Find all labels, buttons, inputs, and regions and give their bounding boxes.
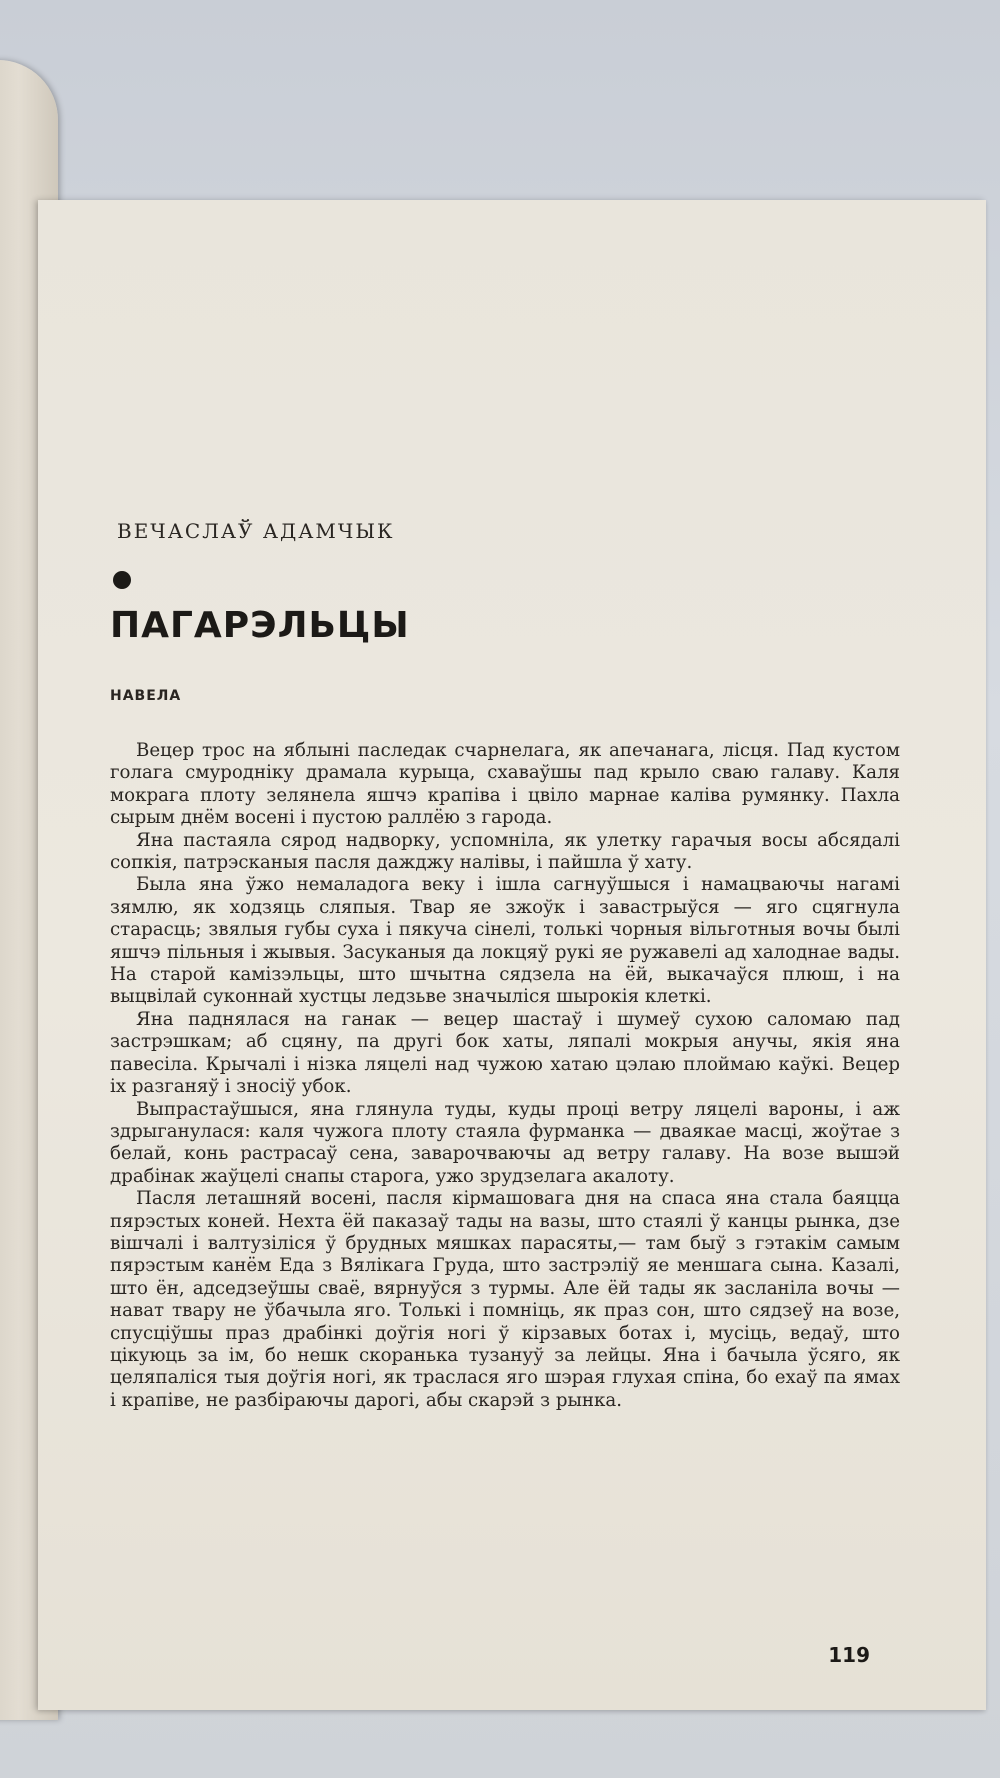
paragraph: Яна паднялася на ганак — вецер шастаў і шумеў сухою саломаю пад застрэшкам; аб сцяну, па другі бок хаты, ляпалі мокрыя анучы, якія яна павесіла. Крычалі і нізка ляцелі над чужою хатаю цэлаю плоймаю каўкі. Вецер іх разганяў і зносіў убок.: [110, 1008, 900, 1098]
story-text: [110, 740, 900, 1412]
author-name: ВЕЧАСЛАЎ АДАМЧЫК: [117, 519, 395, 543]
book-page: [38, 200, 986, 1710]
paragraph: Вецер трос на яблыні паследак счарнелага, як апечанага, лісця. Пад кустом голага смуродніку драмала курыца, схаваўшы пад крыло сваю галаву. Каля мокрага плоту зелянела яшчэ крапіва і цвіло марнае каліва румянку. Пахла сырым днём восені і пустою раллёю з гарода.: [110, 740, 900, 829]
paragraph: Пасля леташняй восені, пасля кірмашовага дня на спаса яна стала баяцца пярэстых коней. Нехта ёй паказаў тады на вазы, што стаялі ў канцы рынка, дзе вішчалі і валтузіліся ў брудных мяшках парасяты,— там быў з гэтакім самым пярэстым канём Еда з Вялікага Груда, што застрэліў яе меншага сына. Казалі, што ён, адседзеўшы сваё, вярнуўся з турмы. Але ёй тады як засланіла вочы — нават твару не ўбачыла яго. Толькі і помніць, як праз сон, што сядзеў на возе, спусціўшы праз драбінкі доўгія ногі ў кірзавых ботах і, мусіць, ведаў, што цікуюць за ім, бо нешк скоранька тузануў за лейцы. Яна і бачыла ўсяго, як целяпаліся тыя доўгія ногі, як трaслася яго шэрая глухая спіна, бо ехаў па ямах і крапіве, не разбіраючы дарогі, абы скарэй з рынка.: [110, 1188, 900, 1411]
genre-label: НАВЕЛА: [110, 688, 182, 704]
page-number: 119: [828, 1643, 870, 1667]
story-title: ПАГАРЭЛЬЦЫ: [110, 605, 410, 646]
paragraph: Выпрастаўшыся, яна глянула туды, куды проці ветру ляцелі вароны, і аж здрыганулася: каля чужога плоту стаяла фурманка — дваякае масці, жоўтае з белай, конь растрасаў сена, заварочваючы ад ветру галаву. На возе вышэй драбінак жаўцелі снапы старога, ужо зрудзелага акалоту.: [110, 1098, 900, 1187]
bullet-icon: [113, 571, 131, 589]
paragraph: Была яна ўжо немаладога веку і ішла сагнуўшыся і намацваючы нагамі зямлю, як ходзяць сляпыя. Твар яе зжоўк і завастрыўся — яго сцягнула старасць; звялыя губы суха і пякуча сінелі, толькі чорныя вільготныя вочы былі яшчэ пільныя і жывыя. Засуканыя да локцяў рукі яе ружавелі ад халоднае вады. На старой камізэльцы, што шчытна сядзела на ёй, выкачаўся плюш, і на выцвілай суконнай хустцы ледзьве значыліся шырокія клеткі.: [110, 874, 900, 1008]
paragraph: Яна пастаяла сярод надворку, успомніла, як улетку гарачыя восы абсядалі сопкія, патрэсканыя пасля дажджу налівы, і пайшла ў хату.: [110, 829, 900, 874]
